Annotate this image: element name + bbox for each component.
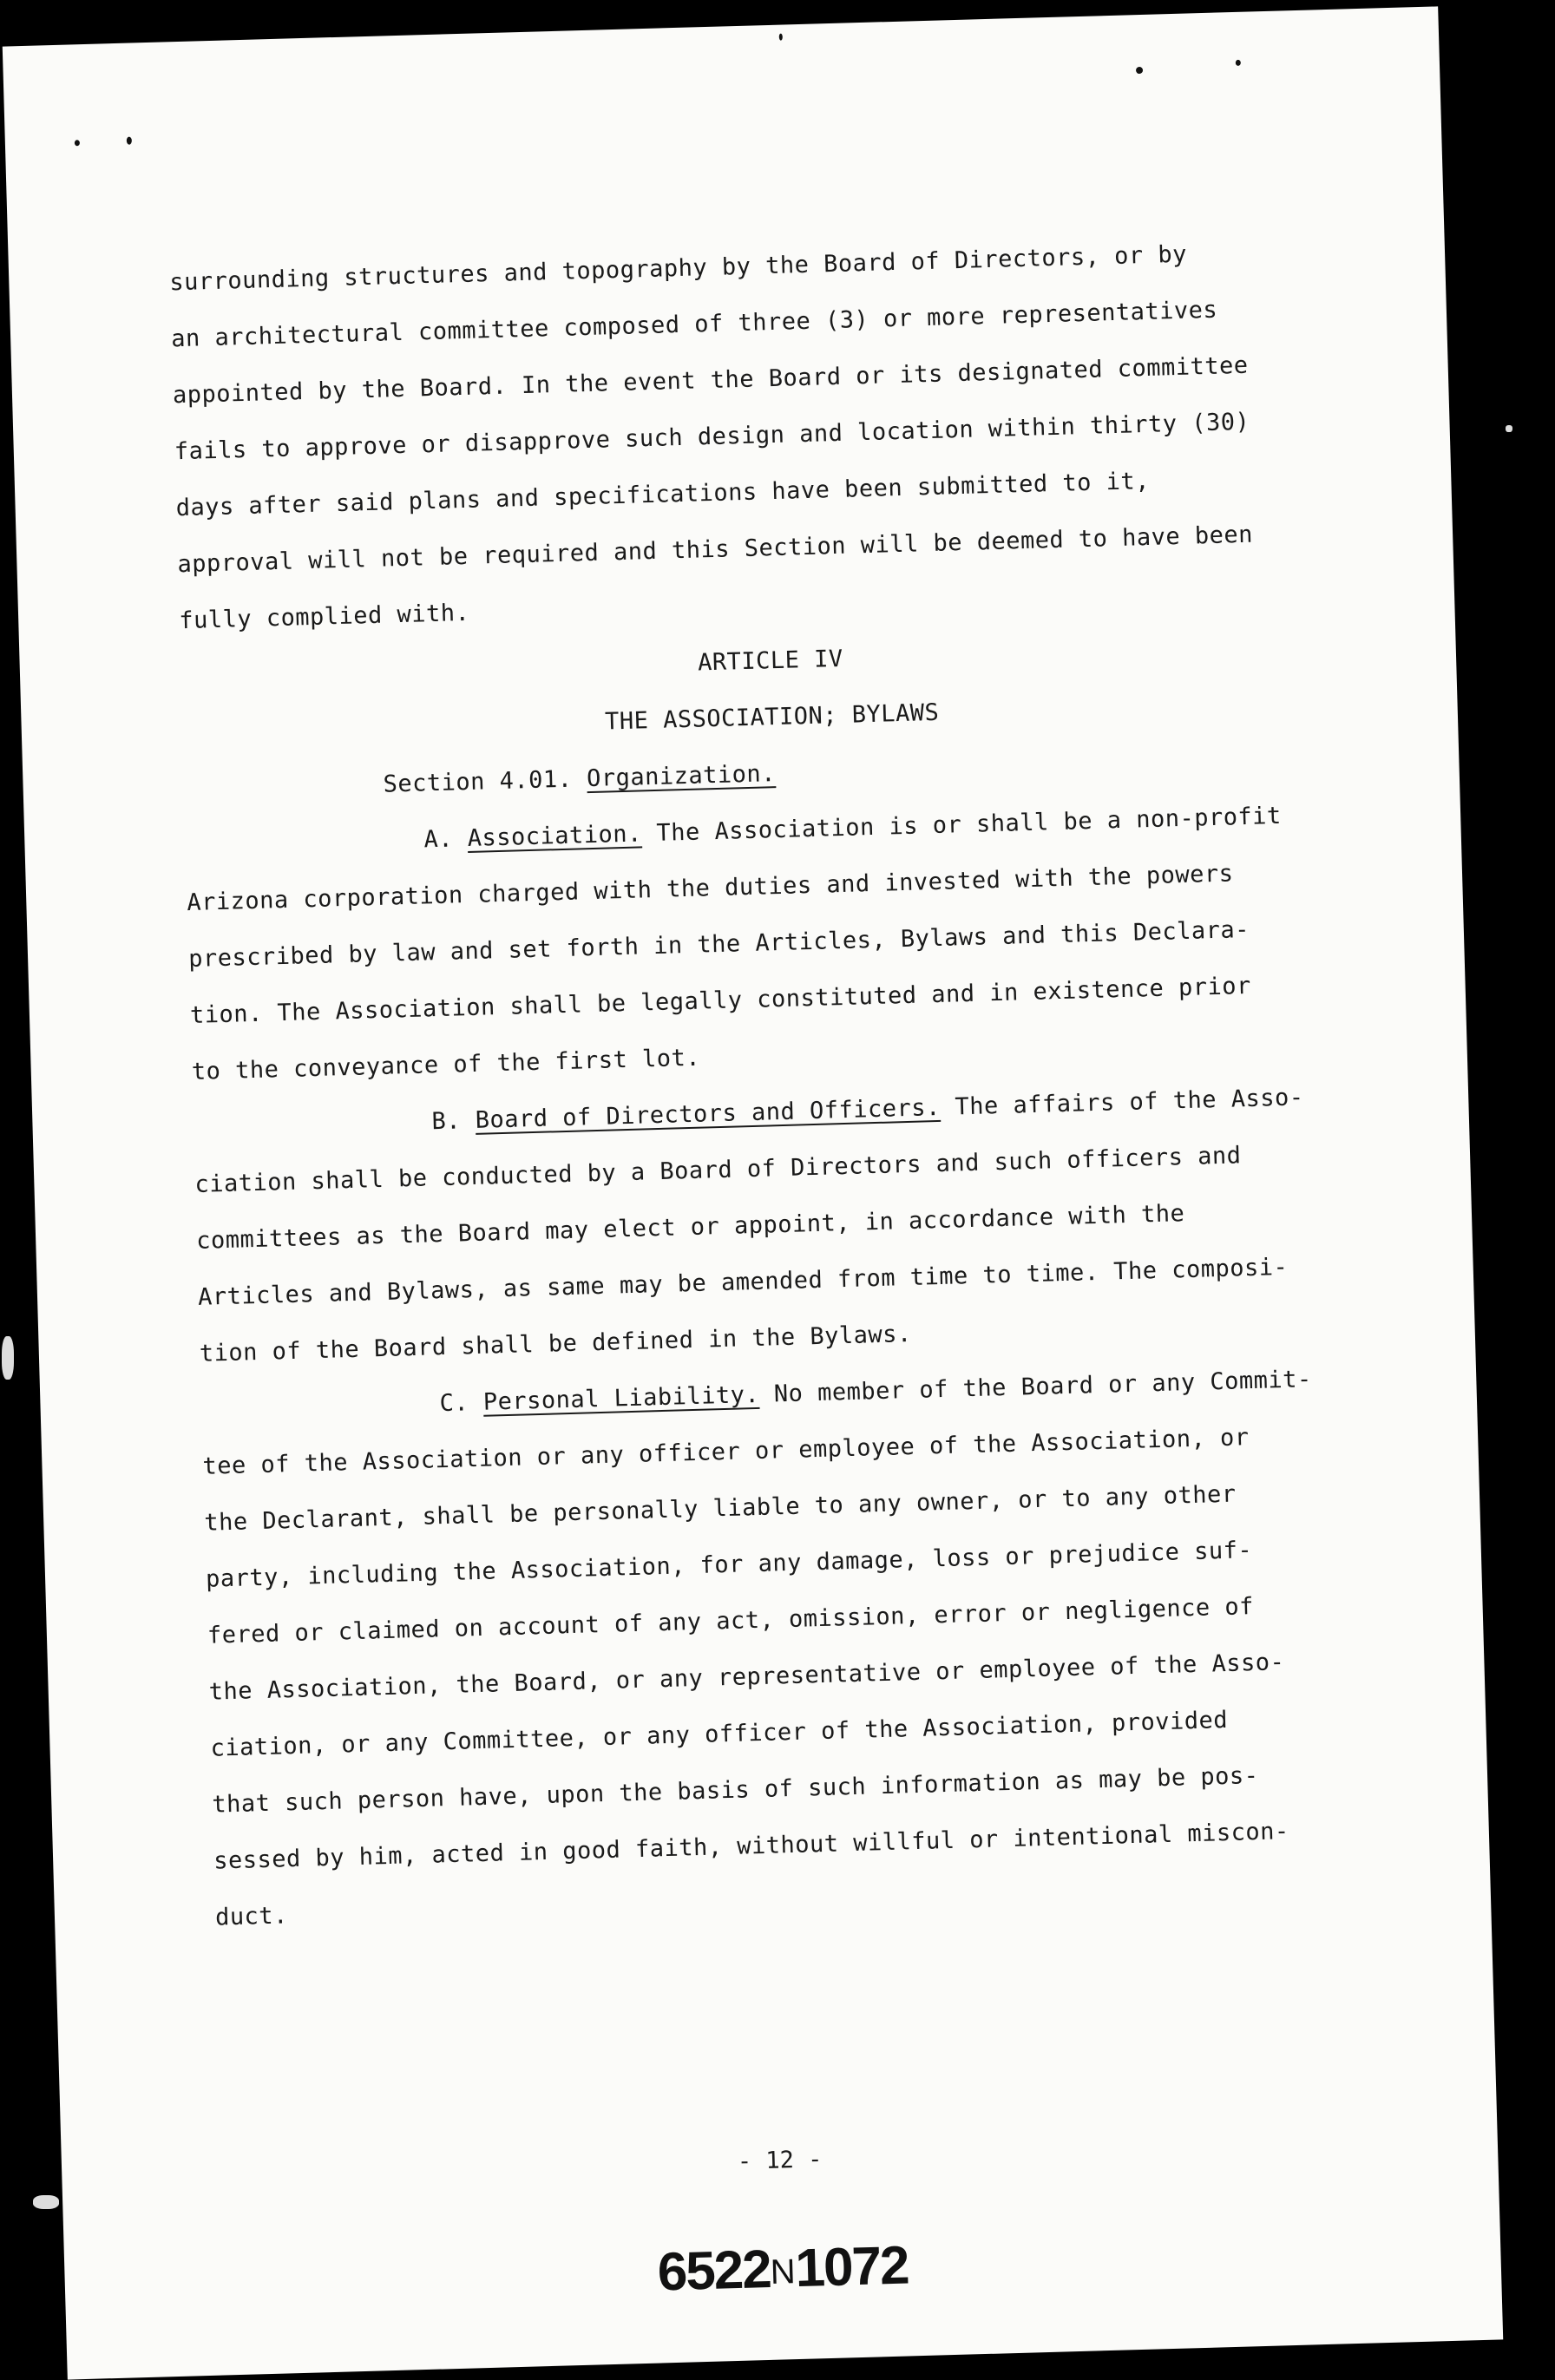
text-line: that such person have, upon the basis of such information as may be pos- xyxy=(212,1761,1259,1819)
stamp-right: 1072 xyxy=(794,2235,909,2299)
document-body xyxy=(169,221,1396,1945)
text-line: committees as the Board may elect or appoint, in accordance with the xyxy=(195,1200,1185,1255)
scan-speck xyxy=(1136,67,1143,74)
subsection-letter: C. xyxy=(439,1389,469,1418)
text-line: sessed by him, acted in good faith, without willful or intentional miscon- xyxy=(213,1818,1290,1875)
scan-speck xyxy=(75,140,80,146)
stamp-left: 6522 xyxy=(656,2239,771,2303)
page-number: - 12 - xyxy=(737,2146,823,2175)
text-line: days after said plans and specifications have been submitted to it, xyxy=(175,467,1151,522)
scan-speck xyxy=(779,34,783,41)
text-line: prescribed by law and set forth in the Articles, Bylaws and this Declara- xyxy=(187,915,1250,974)
text-line: party, including the Association, for any damage, loss or prejudice suf- xyxy=(205,1537,1253,1593)
text-line: the Association, the Board, or any representative or employee of the Asso- xyxy=(208,1649,1285,1706)
subsection-a-text: The Association is or shall be a non-profit xyxy=(641,802,1283,848)
subsection-b-title: Board of Directors and Officers. xyxy=(475,1093,942,1134)
document-stamp-number xyxy=(64,2218,1501,2319)
subsection-b xyxy=(193,1067,1381,1382)
text-line: fails to approve or disapprove such design and location within thirty (30) xyxy=(174,408,1250,466)
subsection-c-text: No member of the Board or any Commit- xyxy=(758,1366,1313,1408)
text-line: ciation shall be conducted by a Board of Directors and such officers and xyxy=(194,1142,1242,1198)
subsection-c-title: Personal Liability. xyxy=(482,1380,760,1416)
text-line: tion of the Board shall be defined in the Bylaws. xyxy=(199,1320,913,1367)
text-line: surrounding structures and topography by the Board of Directors, or by xyxy=(169,240,1188,297)
text-line: ciation, or any Committee, or any officer of the Association, provided xyxy=(210,1706,1229,1762)
text-line: fered or claimed on account of any act, omission, error or negligence of xyxy=(207,1593,1255,1649)
text-line: fully complied with. xyxy=(178,599,470,635)
document-page xyxy=(3,6,1503,2379)
text-line: approval will not be required and this Section will be deemed to have been xyxy=(177,521,1254,579)
subsection-letter: B. xyxy=(431,1107,462,1136)
scan-artifact xyxy=(1506,425,1512,432)
article-title: THE ASSOCIATION; BYLAWS xyxy=(604,698,940,736)
text-line: the Declarant, shall be personally liable to any owner, or to any other xyxy=(203,1480,1237,1537)
scan-speck xyxy=(127,137,132,145)
section-number: Section 4.01. xyxy=(383,765,573,798)
subsection-b-text: The affairs of the Asso- xyxy=(940,1084,1304,1121)
section-title: Organization. xyxy=(586,760,777,793)
subsection-a-title: Association. xyxy=(467,820,643,853)
subsection-letter: A. xyxy=(423,825,454,854)
subsection-c xyxy=(200,1349,1396,1946)
scan-artifact xyxy=(2,1336,14,1380)
text-line: appointed by the Board. In the event the Board or its designated committee xyxy=(172,351,1249,410)
subsection-a xyxy=(185,785,1373,1100)
text-line: tee of the Association or any officer or employee of the Association, or xyxy=(202,1424,1250,1480)
scan-artifact xyxy=(33,2195,59,2209)
text-line: Articles and Bylaws, as same may be amended from time to time. The composi- xyxy=(197,1253,1289,1311)
text-line: Arizona corporation charged with the duties and invested with the powers xyxy=(186,860,1234,917)
intro-paragraph xyxy=(169,221,1360,649)
scan-speck xyxy=(1236,60,1241,66)
text-line: to the conveyance of the first lot. xyxy=(191,1044,701,1085)
text-line: tion. The Association shall be legally constituted and in existence prior xyxy=(189,972,1252,1030)
stamp-middle: N xyxy=(770,2252,797,2292)
text-line: duct. xyxy=(214,1902,289,1931)
text-line: an architectural committee composed of three (3) or more representatives xyxy=(170,296,1218,353)
article-heading: ARTICLE IV xyxy=(697,645,844,677)
